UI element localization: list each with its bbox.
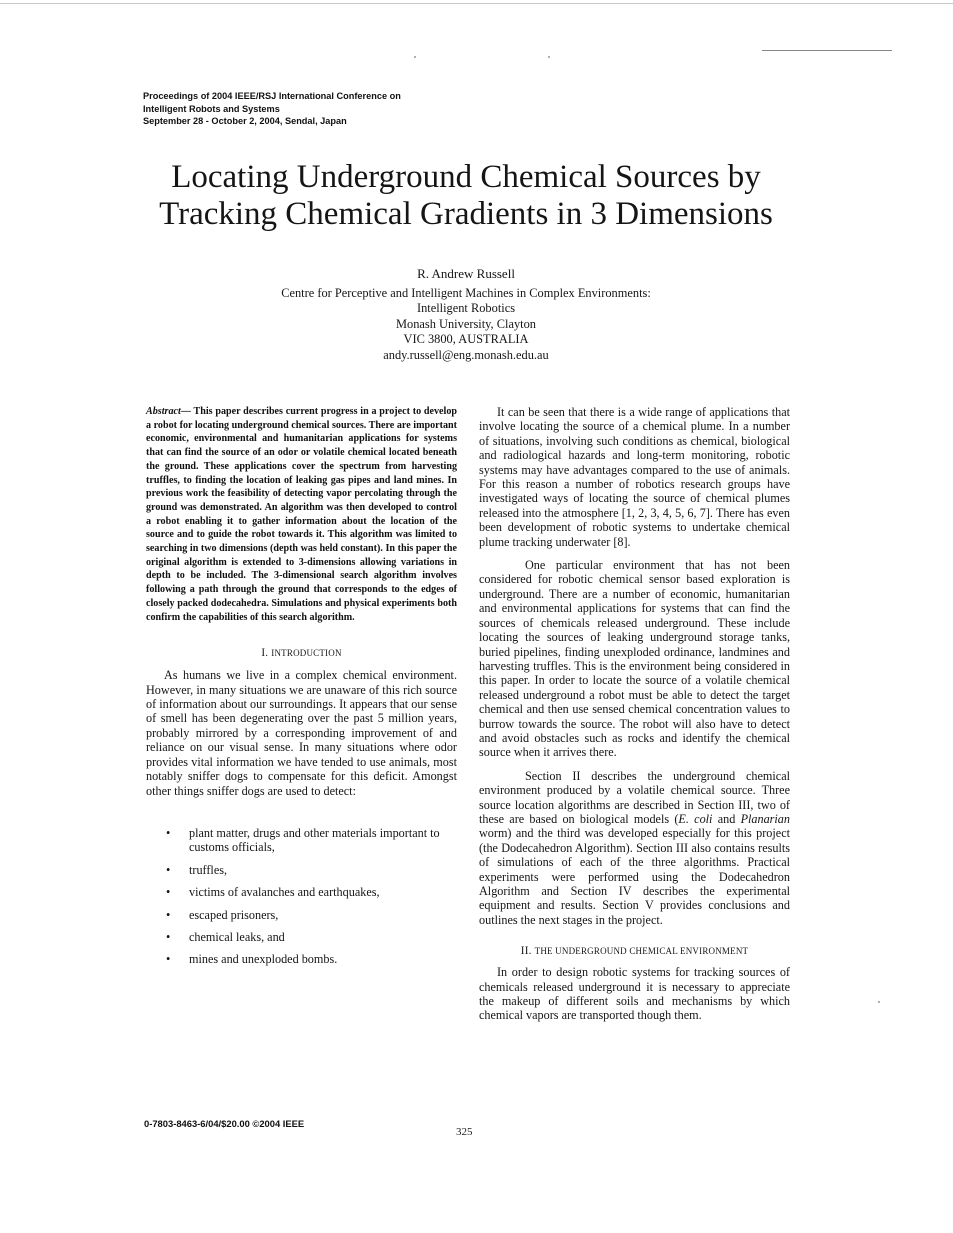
list-item-text: plant matter, drugs and other materials important to customs officials, [189,825,440,855]
bullet-icon: • [166,862,171,877]
abstract-label: Abstract [146,406,181,417]
species-name: Planarian [740,811,790,826]
intro-paragraph: As humans we live in a complex chemical environment. However, in many situations we are unaware of this rich source of information about our surroundings. It appears that our sense of smell has been degenerating over the past 5 million years, probably mirrored by a corresponding improvement of and reliance on our visual sense. In many situations where odor provides vital information we have tended to use animals, most notably sniffer dogs to compensate for this deficit. Amongst other things sniffer dogs are used to detect: [146,668,457,798]
proceedings-line: September 28 - October 2, 2004, Sendal, Japan [143,116,347,126]
section-title: INTRODUCTION [271,648,342,659]
list-item-text: mines and unexploded bombs. [189,952,338,967]
list-item-text: chemical leaks, and [189,929,285,944]
section-heading-underground [479,945,790,957]
section-title: THE UNDERGROUND CHEMICAL ENVIRONMENT [534,946,749,957]
sniffer-dog-list [146,826,457,967]
proceedings-line: Intelligent Robots and Systems [143,103,280,114]
affiliation-line: VIC 3800, AUSTRALIA [403,332,529,347]
list-item [146,826,459,855]
list-item [146,952,459,966]
proceedings-line: Proceedings of 2004 IEEE/RSJ International Conference on [143,91,401,101]
scan-speck [878,1001,880,1003]
proceedings-header [143,90,401,128]
author-email: andy.russell@eng.monash.edu.au [383,347,549,362]
title-line: Locating Underground Chemical Sources by [171,159,761,195]
list-item [146,930,459,944]
section-numeral: I. [261,647,269,660]
bullet-icon: • [166,952,171,967]
abstract-text: — This paper describes current progress in a project to develop a robot for locating underground chemical sources. There are important economic, environmental and humanitarian applications for systems that can find the source of an odor or volatile chemical located beneath the ground. These applications cover the spectrum from harvesting truffles, to finding the location of leaking gas pipes and land mines. In previous work the feasibility of detecting vapor percolating through the ground was demonstrated. An algorithm was then developed to control a robot enabling it to gather information about the location of the source and to guide the robot towards it. This algorithm was limited to searching in two dimensions (depth was held constant). In this paper the original algorithm is extended to 3-dimensions allowing variations in depth to be included. The 3-dimensional search algorithm involves following a path through the ground that corresponds to the edges of closely packed dodecahedra. Simulations and physical experiments both confirm the capabilities of this search algorithm. [146,406,457,623]
author-name: R. Andrew Russell [417,266,515,281]
paper-title [0,159,932,233]
copyright-notice: 0-7803-8463-6/04/$20.00 ©2004 IEEE [144,1118,305,1129]
right-column [479,405,790,1023]
section-heading-introduction [146,647,457,659]
section-numeral: II. [520,945,532,958]
body-paragraph: In order to design robotic systems for tracking sources of chemicals released underground it is necessary to appreciate the makeup of different soils and mechanisms by which chemical vapors are transported though them. [479,965,790,1023]
affiliation-line: Centre for Perceptive and Intelligent Machines in Complex Environments: [281,285,651,300]
list-item-text: truffles, [189,862,228,877]
abstract [146,405,457,624]
body-paragraph: It can be seen that there is a wide range of applications that involve locating the source of a chemical plume. In a number of situations, involving such conditions as chemical, biological and radiological hazards and long-term monitoring, robotic systems may have advantages compared to the use of animals. For this reason a number of robotics research groups have investigated ways of locating the source of chemical plumes released into the atmosphere [1, 2, 3, 4, 5, 6, 7]. There has even been development of robotic systems to undertake chemical plume tracking underwater [8]. [479,405,790,549]
list-item-text: escaped prisoners, [189,907,279,922]
species-name: E. coli [678,811,713,826]
text-run: and [712,811,741,826]
page-number: 325 [456,1126,473,1138]
bullet-icon: • [166,825,171,840]
bullet-icon: • [166,885,171,900]
affiliation-line: Monash University, Clayton [396,316,536,331]
list-item [146,863,459,877]
body-paragraph [479,769,790,927]
text-run: Section II describes the underground chemical environment produced by a volatile chemical source. Three source location algorithms are described in Section III, two of these are based on biological models ( [479,768,790,826]
list-item-text: victims of avalanches and earthquakes, [189,885,380,900]
list-item [146,885,459,899]
affiliation-line: Intelligent Robotics [416,301,516,316]
bullet-icon: • [166,929,171,944]
scan-speck [414,56,416,58]
left-column [146,405,457,975]
scan-speck [548,56,550,58]
author-block [0,266,932,364]
title-line: Tracking Chemical Gradients in 3 Dimensions [159,196,773,232]
list-item [146,908,459,922]
scan-corner-rule [762,50,892,51]
scan-top-edge [0,3,953,4]
body-paragraph: One particular environment that has not been considered for robotic chemical sensor based exploration is underground. There are a number of economic, humanitarian and environmental applications for systems that can find the sources of chemicals released underground. These include locating the sources of leaking underground storage tanks, buried pipelines, finding unexploded ordinance, landmines and harvesting truffles. This is the environment being considered in this paper. In order to locate the source of a volatile chemical released underground a robot must be able to detect the target chemical and then use sensed chemical concentration values to burrow towards the source. The robot will also have to detect and avoid obstacles such as rocks and identify the chemical source when it arrives there. [479,558,790,760]
bullet-icon: • [166,907,171,922]
text-run: worm) and the third was developed especially for this project (the Dodecahedron Algorithm). Section III also contains results of simulations of each of the three algorithms. Practical experiments were performed using the Dodecahedron Algorithm and Section IV describes the experimental equipment and results. Section V provides conclusions and outlines the next stages in the project. [479,826,790,927]
